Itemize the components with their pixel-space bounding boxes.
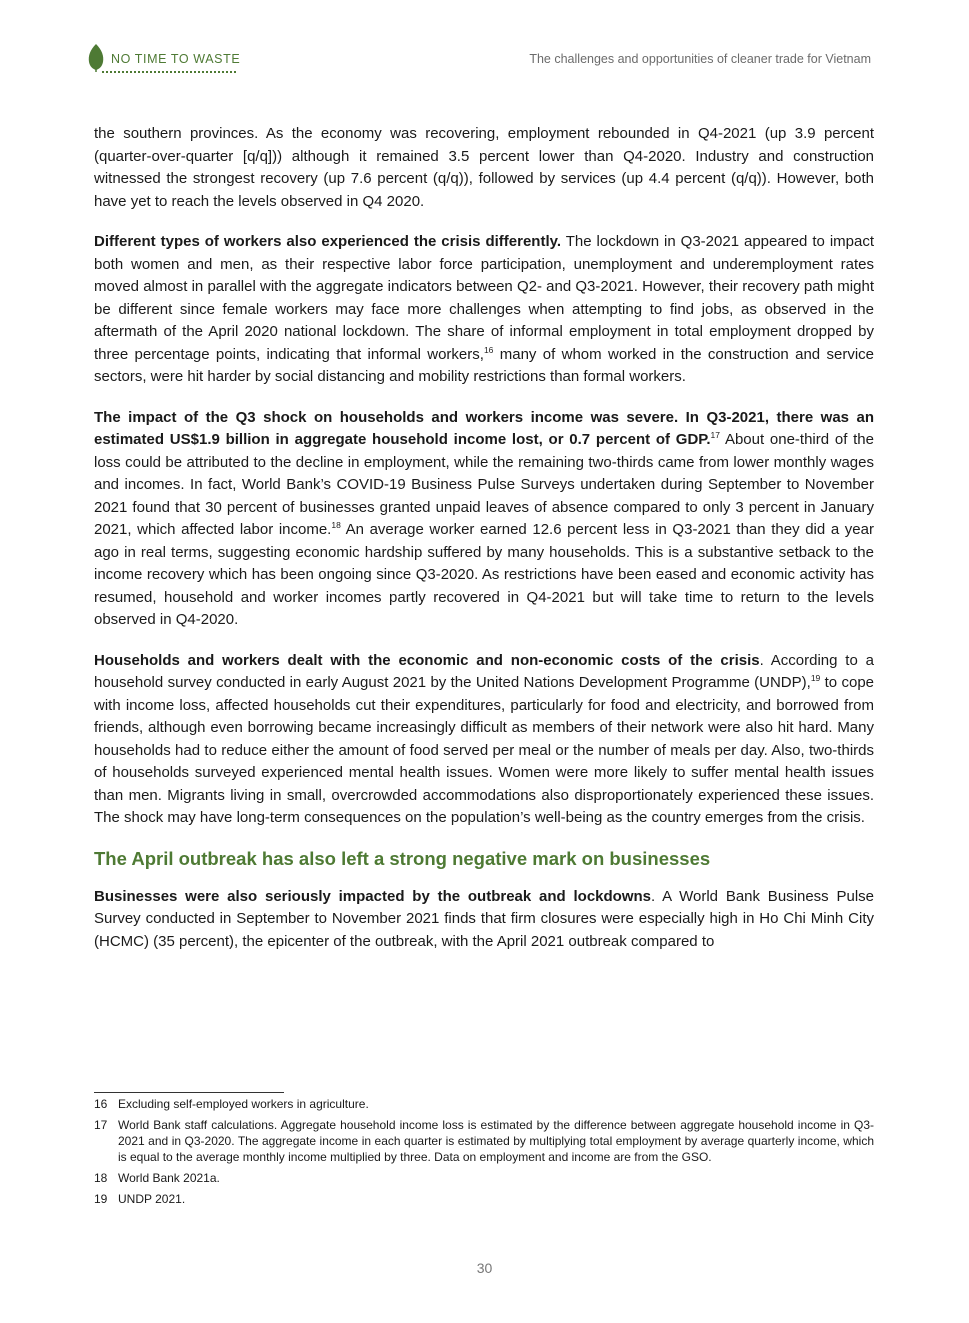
footnote-text: Excluding self-employed workers in agriculture.: [118, 1097, 369, 1111]
paragraph-text: . A World Bank Business Pulse Survey conducted in September to November 2021 finds that firm closures were especially high in Ho Chi Minh City (HCMC) (35 percent), the epicenter of the outbreak, with the April 2021 outbreak compared to: [94, 887, 874, 950]
paragraph-text: the southern provinces. As the economy was recovering, employment rebounded in Q4-2021 (up 3.9 percent (quarter-over-quarter [q/q])) although it remained 3.5 percent lower than Q4-2020. Industry and construction witnessed the strongest recovery (up 7.6 percent (q/q)), followed by services (up 4.4 percent (q/q)). However, both have yet to reach the levels observed in Q4 2020.: [94, 125, 874, 210]
main-text: [94, 123, 874, 971]
logo-text: NO TIME TO WASTE: [111, 52, 241, 66]
footnote-ref[interactable]: 19: [810, 673, 821, 683]
footnote-text: World Bank 2021a.: [118, 1171, 220, 1185]
running-title: The challenges and opportunities of cleaner trade for Vietnam: [529, 52, 871, 66]
paragraph-text: About one-third of the loss could be attributed to the decline in employment, while the remaining two-thirds came from lower monthly wages and incomes. In fact, World Bank’s COVID-19 Business Pulse Surveys undertaken during September to November 2021 found that 30 percent of businesses granted unpaid leaves of absence compared to only 3 percent in January 2021, which affected labor income.: [94, 431, 874, 538]
paragraph: [94, 407, 874, 632]
leaf-icon: [88, 44, 104, 72]
footnote: [94, 1170, 874, 1186]
paragraph-lead: Different types of workers also experienced the crisis differently.: [94, 233, 562, 250]
footnote-number: 19: [94, 1192, 108, 1206]
footnote-number: 17: [94, 1118, 108, 1132]
paragraph-text: . According to a household survey conducted in early August 2021 by the United Nations Development Programme (UNDP),: [94, 651, 874, 691]
footnote-text: World Bank staff calculations. Aggregate household income loss is estimated by the difference between aggregate household income in Q3-2021 and in Q3-2020. The aggregate income in each quarter is estimated by multiplying total employment by average quarterly income, which is equal to the average monthly income multiplied by three. Data on employment and income are from the GSO.: [118, 1118, 874, 1164]
footnote: [94, 1191, 874, 1207]
paragraph-text: An average worker earned 12.6 percent less in Q3-2021 than they did a year ago in real terms, suggesting economic hardship suffered by many households. This is a substantive setback to the income recovery which has been ongoing since Q3-2020. As restrictions have been eased and economic activity has resumed, household and worker incomes partly recovered in Q4-2021 but will take time to return to the levels observed in Q4-2020.: [94, 521, 874, 628]
paragraph-lead: Businesses were also seriously impacted by the outbreak and lockdowns: [94, 887, 652, 905]
footnote-ref[interactable]: 18: [331, 520, 341, 530]
footnote-ref[interactable]: 17: [710, 430, 720, 440]
paragraph-lead: Households and workers dealt with the economic and non-economic costs of the crisis: [94, 651, 760, 669]
page-header: [88, 44, 871, 76]
paragraph: [94, 123, 874, 213]
paragraph-text: many of whom worked in the construction and service sectors, were hit harder by social distancing and mobility restrictions than formal workers.: [94, 345, 874, 385]
section-heading: The April outbreak has also left a strong negative mark on businesses: [94, 847, 711, 869]
footnote-ref[interactable]: 16: [483, 344, 494, 355]
footnote-text: UNDP 2021.: [118, 1192, 186, 1206]
footnote: [94, 1117, 874, 1165]
page-number: 30: [476, 1260, 493, 1276]
paragraph: [94, 650, 874, 830]
paragraph-lead: The impact of the Q3 shock on households and workers income was severe. In Q3-2021, there was an estimated US$1.9 billion in aggregate household income lost, or 0.7 percent of GDP.: [94, 408, 874, 448]
paragraph-text: The lockdown in Q3-2021 appeared to impact both women and men, as their respective labor force participation, unemployment and underemployment rates moved almost in parallel with the aggregate indicators between Q2- and Q3-2021. However, their recovery path might be different since female workers may face more challenges when attempting to find jobs, as observed in the aftermath of the April 2020 national lockdown. The share of informal employment in total employment dropped by three percentage points, indicating that informal workers,: [94, 233, 874, 363]
footnote-divider: [94, 1092, 284, 1093]
footnotes: [94, 1096, 874, 1212]
logo-underline: [102, 71, 236, 73]
footnote: [94, 1096, 874, 1112]
footnote-number: 18: [94, 1171, 108, 1185]
paragraph: [94, 886, 874, 954]
paragraph: [94, 231, 874, 389]
logo: [88, 44, 240, 72]
paragraph-text: to cope with income loss, affected households cut their expenditures, particularly for food and electricity, and borrowed from friends, although even borrowing became increasingly difficult as members of their network were also hit hard. Many households had to reduce either the amount of food served per meal or the number of meals per day. Also, two-thirds of households surveyed experienced mental health issues. Women were more likely to suffer mental health issues than men. Migrants living in small, overcrowded accommodations also disproportionately experienced these issues. The shock may have long-term consequences on the population’s well-being as the country emerges from the crisis.: [94, 674, 875, 826]
footnote-number: 16: [94, 1097, 108, 1111]
